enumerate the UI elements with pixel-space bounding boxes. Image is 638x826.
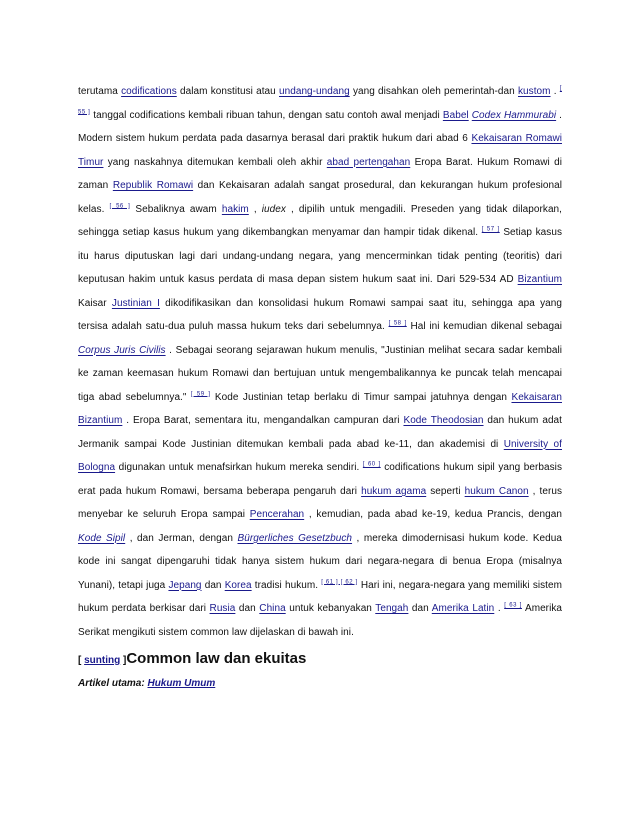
paragraph-text (78, 80, 562, 644)
text-run: yang disahkan oleh pemerintah-dan (349, 86, 518, 97)
text-run: yang naskahnya ditemukan kembali oleh akhir (103, 156, 327, 168)
citation-ref (389, 321, 407, 327)
text-run: dan (201, 579, 225, 591)
text-run: Sebaliknya awam (130, 203, 222, 215)
text-run: Setiap kasus itu harus diputuskan lagi dari undang-undang negara, yang mencerminkan tidak penting (teoritis) dari keputusan hakim untuk kasus perdata di masa depan sistem hukum saat ini. Dari 529-534 AD (78, 227, 563, 285)
inline-link[interactable]: Kekaisaran Romawi Timur (78, 133, 562, 168)
text-run: digunakan untuk menafsirkan hukum mereka sendiri. (115, 462, 363, 473)
text-run: , dan Jerman, dengan (125, 532, 238, 544)
text-run: terutama (78, 86, 122, 97)
citation-link[interactable]: [ 57 ] (481, 226, 500, 233)
inline-link[interactable]: Pencerahan (249, 509, 305, 520)
inline-link[interactable]: hukum Canon (464, 485, 529, 497)
inline-link[interactable]: Korea (224, 579, 252, 591)
edit-link[interactable]: sunting (84, 655, 121, 666)
text-run: dikodifikasikan dan konsolidasi hukum Romawi sampai saat itu, sehingga apa yang tersisa adalah satu-dua puluh massa hukum teks dari sebelumnya. (78, 297, 562, 332)
text-run: untuk kebanyakan (285, 603, 376, 614)
citation-ref (191, 391, 211, 397)
inline-link[interactable]: Jepang (168, 579, 202, 591)
body-paragraph (78, 80, 562, 644)
citation-link[interactable]: [ 59 ] (190, 391, 211, 398)
text-run: Hari ini, negara-negara yang memiliki sistem hukum perdata berkisar dari (78, 579, 563, 614)
inline-link[interactable]: Bizantium (517, 274, 562, 285)
inline-link[interactable]: Amerika Latin (431, 603, 495, 614)
text-run: . (550, 86, 560, 97)
text-run: dalam konstitusi atau (176, 86, 279, 97)
main-article-link[interactable]: Hukum Umum (147, 678, 216, 689)
text-run: . (494, 603, 505, 614)
citation-link[interactable]: [ 60 ] (362, 461, 381, 468)
text-run: Kaisar (78, 297, 112, 309)
text-run: . Eropa Barat, sementara itu, mengandalkan campuran dari (122, 415, 404, 426)
edit-section (78, 655, 126, 666)
inline-link[interactable]: abad pertengahan (326, 156, 411, 168)
inline-link[interactable]: Codex Hammurabi (471, 109, 557, 121)
inline-link[interactable]: Kode Sipil (78, 532, 126, 544)
text-run: tradisi hukum. (251, 579, 322, 591)
citation-link[interactable]: [ 58 ] (388, 320, 407, 327)
italic-term: iudex (261, 203, 286, 215)
inline-link[interactable]: codifications (121, 86, 177, 97)
text-run: , dipilih untuk mengadili. Preseden yang tidak dilaporkan, sehingga setiap kasus hukum yang dikembangkan menyamar dan hampir tidak dikenal. (78, 203, 562, 238)
text-run: Eropa Barat. Hukum Romawi di zaman (78, 156, 562, 191)
citation-link[interactable]: [ 56 ] (109, 203, 131, 210)
inline-link[interactable]: Rusia (209, 603, 236, 614)
citation-ref (321, 579, 357, 585)
text-run: , mereka dimodernisasi hukum kode. Kedua kode ini sangat dipengaruhi tidak hanya sistem hukum dari negara-negara di benua Eropa (misalnya Yunani), tetapi juga (78, 532, 562, 591)
inline-link[interactable]: hukum agama (361, 485, 427, 497)
edit-bracket-close: ] (120, 655, 127, 666)
text-run: , kemudian, pada abad ke-19, kedua Prancis, dengan (304, 509, 562, 520)
text-run: , (248, 203, 262, 215)
text-run: seperti (426, 485, 465, 497)
text-run: dan hukum adat Jermanik sampai Kode Justinian ditemukan kembali pada abad ke-11, dan akademisi di (78, 415, 563, 450)
text-run: Amerika Serikat mengikuti sistem common law dijelaskan di bawah ini. (78, 603, 562, 638)
citation-ref (482, 227, 500, 233)
inline-link[interactable]: Kekaisaran Bizantium (78, 391, 562, 426)
citation-link[interactable]: [ 55 ] (78, 85, 562, 116)
inline-link[interactable]: Babel (442, 109, 469, 121)
inline-link[interactable]: kustom (517, 86, 551, 97)
main-article-note (78, 674, 562, 694)
inline-link[interactable]: China (259, 603, 286, 614)
inline-link[interactable]: University of Bologna (78, 438, 562, 473)
citation-ref (110, 203, 131, 209)
text-run: dan (408, 603, 432, 614)
section-heading (78, 648, 562, 672)
text-run: Kode Justinian tetap berlaku di Timur sampai jatuhnya dengan (210, 391, 512, 403)
text-run: . Sebagai seorang sejarawan hukum menulis, "Justinian melihat secara sadar kembali ke zaman keemasan hukum Romawi dan bertujuan untuk mengembalikannya ke puncak telah mencapai tiga abad sebelumnya." (78, 344, 563, 403)
text-run: Hal ini kemudian dikenal sebagai (406, 321, 562, 332)
inline-link[interactable]: Kode Theodosian (403, 415, 484, 426)
citation-link[interactable]: [ 61 ] [ 62 ] (321, 579, 358, 586)
text-run: codifications hukum sipil yang berbasis erat pada hukum Romawi, bersama beberapa pengaruh dari (78, 462, 562, 497)
inline-link[interactable]: Justinian I (111, 297, 160, 309)
text-run: . Modern sistem hukum perdata pada dasarnya berasal dari praktik hukum dari abad 6 (78, 109, 562, 144)
inline-link[interactable]: Corpus Juris Civilis (78, 344, 166, 356)
inline-link[interactable]: undang-undang (279, 86, 350, 97)
inline-link[interactable]: Bürgerliches Gesetzbuch (237, 532, 353, 544)
inline-link[interactable]: Tengah (375, 603, 409, 614)
citation-link[interactable]: [ 63 ] (504, 602, 522, 609)
text-run: dan (235, 603, 260, 614)
text-run: dan Kekaisaran adalah sangat prosedural, dan kekurangan hukum profesional kelas. (78, 180, 562, 215)
main-article-prefix: Artikel utama: (78, 678, 148, 689)
document-page (78, 80, 562, 694)
edit-bracket-open: [ (78, 655, 85, 666)
text-run: , terus menyebar ke seluruh Eropa sampai (78, 485, 563, 520)
section-title: Common law dan ekuitas (126, 650, 307, 667)
citation-ref (504, 603, 522, 609)
inline-link[interactable]: hakim (221, 203, 249, 215)
inline-link[interactable]: Republik Romawi (112, 180, 194, 191)
citation-ref (363, 462, 381, 468)
text-run: tanggal codifications kembali ribuan tahun, dengan satu contoh awal menjadi (90, 109, 443, 121)
